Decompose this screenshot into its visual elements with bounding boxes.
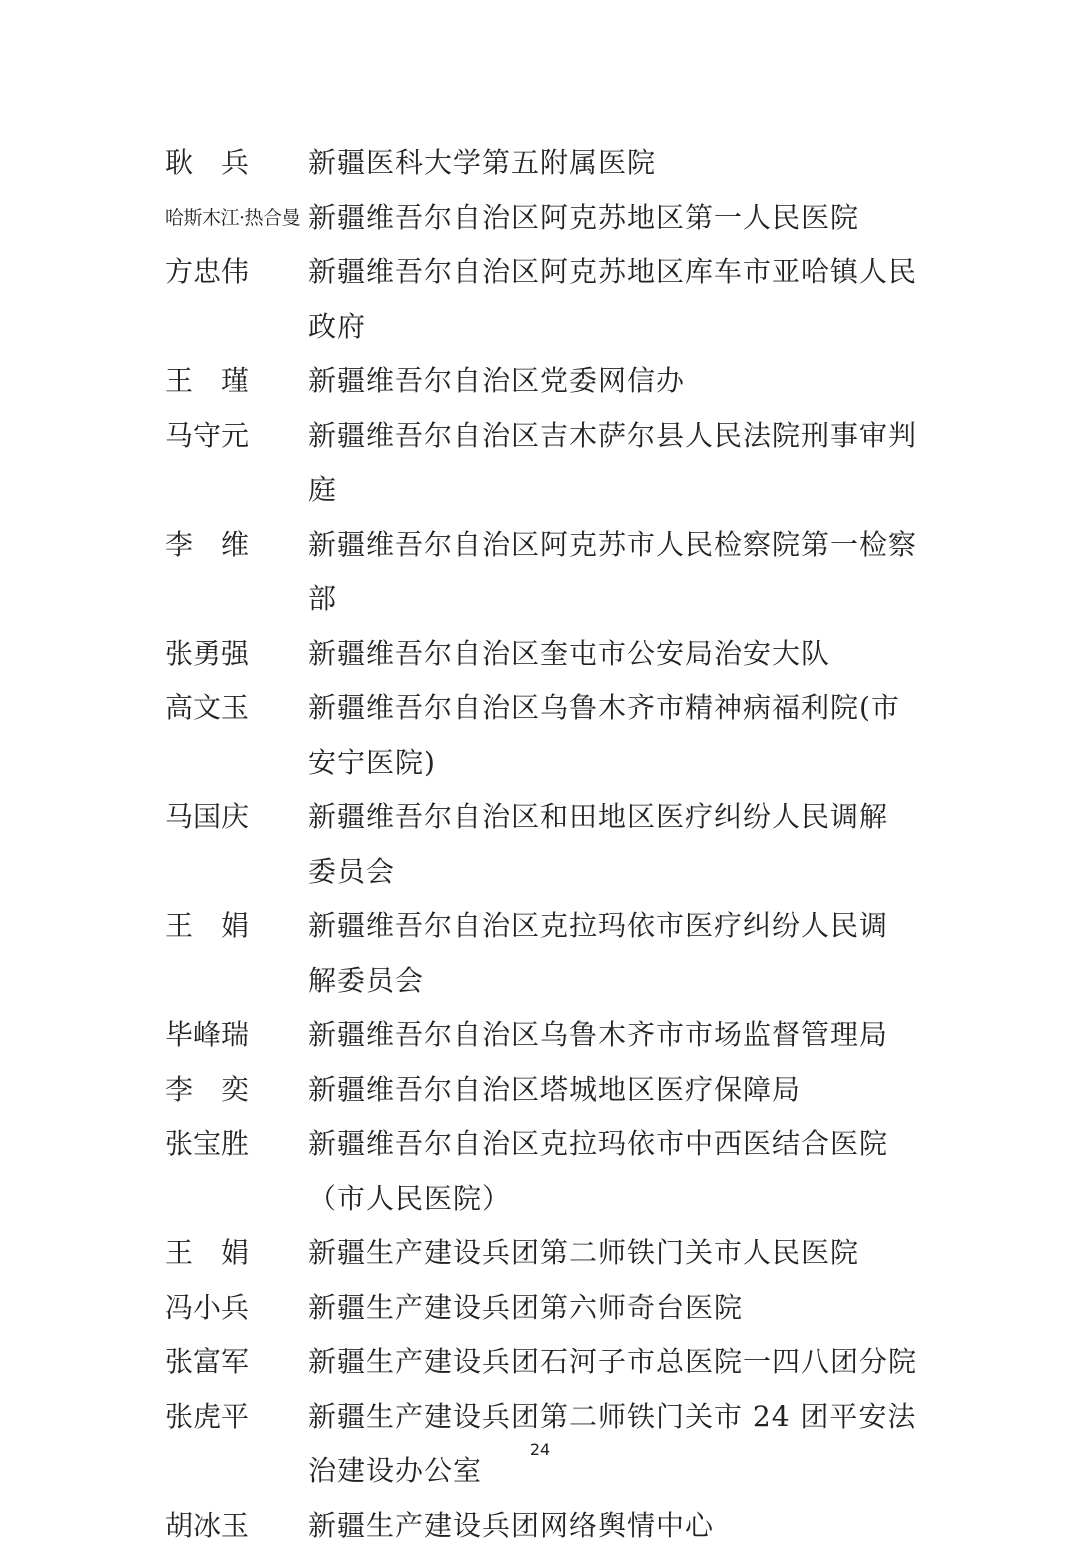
person-name: 耿 兵 bbox=[165, 136, 308, 191]
page-number: 24 bbox=[0, 1440, 1080, 1459]
organization: 新疆维吾尔自治区塔城地区医疗保障局 bbox=[308, 1063, 925, 1118]
organization: 新疆维吾尔自治区乌鲁木齐市市场监督管理局 bbox=[308, 1008, 925, 1063]
person-name: 胡冰玉 bbox=[165, 1499, 308, 1553]
organization: 新疆生产建设兵团石河子市总医院一四八团分院 bbox=[308, 1335, 925, 1390]
person-name: 高文玉 bbox=[165, 681, 308, 736]
person-name: 张富军 bbox=[165, 1335, 308, 1390]
person-name: 王 瑾 bbox=[165, 354, 308, 409]
person-name: 马守元 bbox=[165, 409, 308, 464]
organization: 新疆维吾尔自治区乌鲁木齐市精神病福利院(市 安宁医院) bbox=[308, 681, 925, 790]
organization: 新疆医科大学第五附属医院 bbox=[308, 136, 925, 191]
organization: 新疆维吾尔自治区阿克苏地区库车市亚哈镇人民政府 bbox=[308, 245, 925, 354]
organization: 新疆维吾尔自治区和田地区医疗纠纷人民调解 委员会 bbox=[308, 790, 925, 899]
organization: 新疆维吾尔自治区克拉玛依市中西医结合医院 （市人民医院） bbox=[308, 1117, 925, 1226]
list-item bbox=[165, 790, 925, 899]
organization: 新疆生产建设兵团网络舆情中心 bbox=[308, 1499, 925, 1553]
list-item bbox=[165, 1063, 925, 1118]
organization: 新疆维吾尔自治区阿克苏地区第一人民医院 bbox=[308, 191, 925, 246]
list-item bbox=[165, 409, 925, 518]
list-item bbox=[165, 899, 925, 1008]
person-name: 毕峰瑞 bbox=[165, 1008, 308, 1063]
person-name: 张宝胜 bbox=[165, 1117, 308, 1172]
person-name: 马国庆 bbox=[165, 790, 308, 845]
list-item bbox=[165, 191, 925, 246]
list-item bbox=[165, 1281, 925, 1336]
person-name: 王 娟 bbox=[165, 899, 308, 954]
organization: 新疆生产建设兵团第二师铁门关市人民医院 bbox=[308, 1226, 925, 1281]
organization: 新疆维吾尔自治区克拉玛依市医疗纠纷人民调 解委员会 bbox=[308, 899, 925, 1008]
organization: 新疆生产建设兵团第二师铁门关市 24 团平安法 治建设办公室 bbox=[308, 1390, 925, 1499]
person-name: 方忠伟 bbox=[165, 245, 308, 300]
honoree-list bbox=[165, 136, 925, 1553]
person-name: 李 奕 bbox=[165, 1063, 308, 1118]
list-item bbox=[165, 518, 925, 627]
list-item bbox=[165, 1226, 925, 1281]
organization: 新疆维吾尔自治区阿克苏市人民检察院第一检察部 bbox=[308, 518, 925, 627]
person-name: 张勇强 bbox=[165, 627, 308, 682]
organization: 新疆维吾尔自治区奎屯市公安局治安大队 bbox=[308, 627, 925, 682]
person-name: 张虎平 bbox=[165, 1390, 308, 1445]
list-item bbox=[165, 136, 925, 191]
list-item bbox=[165, 1499, 925, 1553]
organization: 新疆维吾尔自治区吉木萨尔县人民法院刑事审判庭 bbox=[308, 409, 925, 518]
person-name: 冯小兵 bbox=[165, 1281, 308, 1336]
list-item bbox=[165, 627, 925, 682]
person-name: 李 维 bbox=[165, 518, 308, 573]
person-name: 王 娟 bbox=[165, 1226, 308, 1281]
list-item bbox=[165, 354, 925, 409]
list-item bbox=[165, 1335, 925, 1390]
list-item bbox=[165, 1008, 925, 1063]
organization: 新疆维吾尔自治区党委网信办 bbox=[308, 354, 925, 409]
list-item bbox=[165, 245, 925, 354]
organization: 新疆生产建设兵团第六师奇台医院 bbox=[308, 1281, 925, 1336]
list-item bbox=[165, 681, 925, 790]
list-item bbox=[165, 1117, 925, 1226]
person-name: 哈斯木江·热合曼 bbox=[165, 191, 308, 246]
